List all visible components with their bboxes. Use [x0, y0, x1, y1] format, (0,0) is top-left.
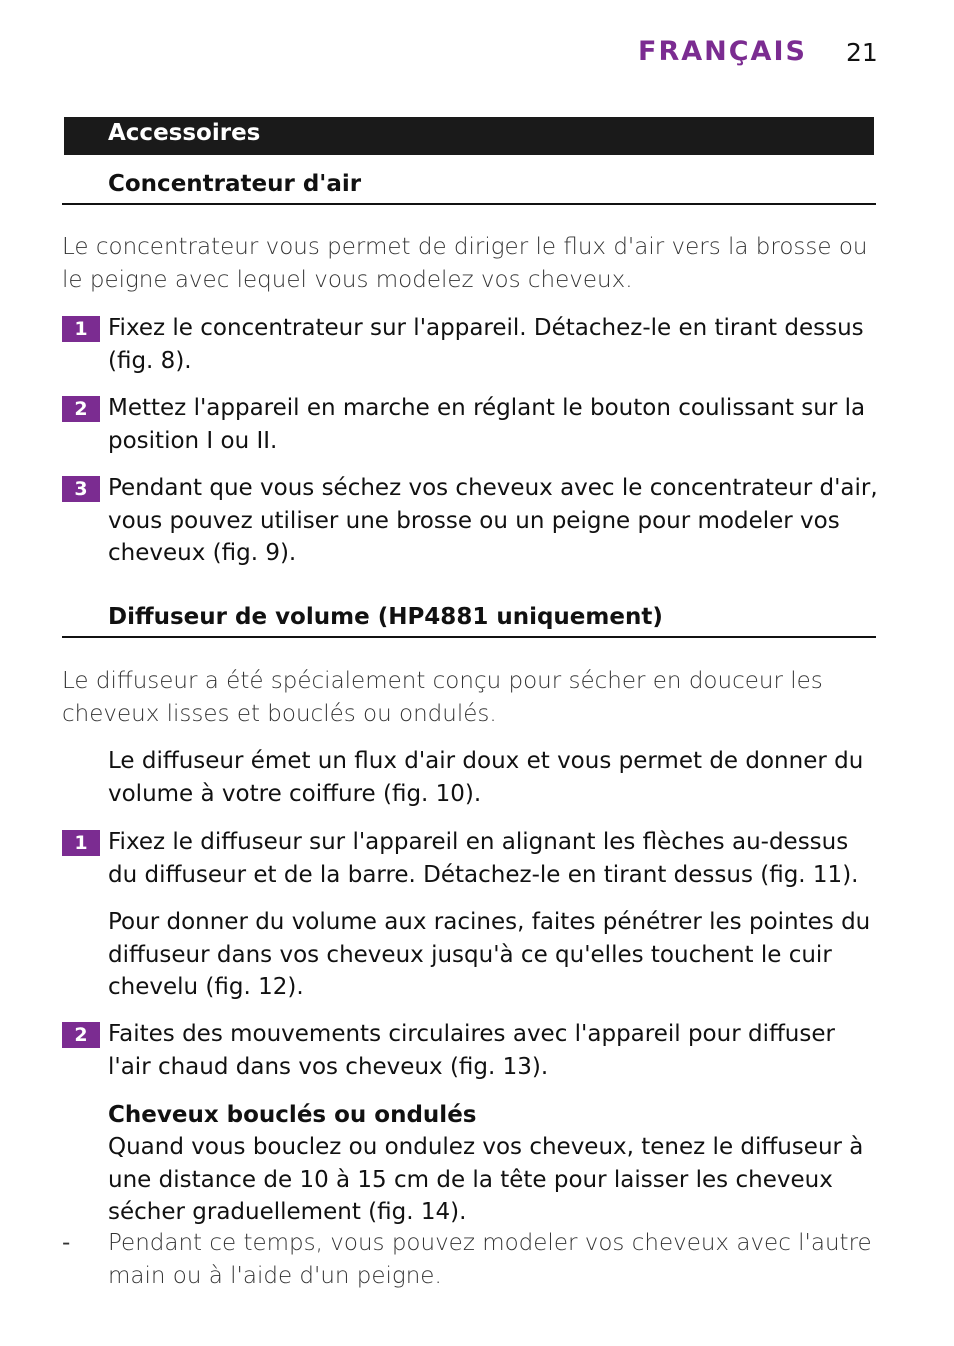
page-number: 21 [846, 38, 878, 67]
diffuser-note-volume: Le diffuseur émet un flux d'air doux et vous permet de donner du volume à votre coiffure (fig. 10). [108, 748, 864, 807]
bullet-dash: - [62, 1230, 71, 1256]
concentrator-intro: Le concentrateur vous permet de diriger le flux d'air vers la brosse ou le peigne avec lequel vous modelez vos cheveux. [62, 234, 868, 293]
section-title-bar [64, 117, 874, 155]
diffuser-note-roots: Pour donner du volume aux racines, faites pénétrer les pointes du diffuseur dans vos cheveux jusqu'à ce qu'elles touchent le cuir chevelu (fig. 12). [108, 909, 871, 1000]
step-number-badge: 1 [62, 316, 100, 342]
step-number-badge: 1 [62, 830, 100, 856]
concentrator-step-2: Mettez l'appareil en marche en réglant le bouton coulissant sur la position I ou II. [108, 395, 866, 454]
diffuser-step-1: Fixez le diffuseur sur l'appareil en alignant les flèches au-dessus du diffuseur et de la barre. Détachez-le en tirant dessus (fig. 11). [108, 829, 859, 888]
diffuser-intro: Le diffuseur a été spécialement conçu pour sécher en douceur les cheveux lisses et bouclés ou ondulés. [62, 668, 823, 727]
step-number-badge: 2 [62, 1022, 100, 1048]
step-number-badge: 2 [62, 396, 100, 422]
diffuser-step-2: Faites des mouvements circulaires avec l'appareil pour diffuser l'air chaud dans vos cheveux (fig. 13). [108, 1021, 835, 1080]
curly-hair-bullet: Pendant ce temps, vous pouvez modeler vos cheveux avec l'autre main ou à l'aide d'un peigne. [108, 1230, 872, 1289]
curly-hair-heading: Cheveux bouclés ou ondulés [108, 1102, 477, 1128]
curly-hair-text: Quand vous bouclez ou ondulez vos cheveux, tenez le diffuseur à une distance de 10 à 15 cm de la tête pour laisser les cheveux sécher graduellement (fig. 14). [108, 1134, 864, 1225]
section-title: Accessoires [108, 120, 261, 146]
step-number-badge: 3 [62, 476, 100, 502]
concentrator-step-3: Pendant que vous séchez vos cheveux avec le concentrateur d'air, vous pouvez utiliser une brosse ou un peigne pour modeler vos cheveux (fig. 9). [108, 475, 878, 566]
diffuser-heading: Diffuseur de volume (HP4881 uniquement) [62, 601, 876, 638]
concentrator-step-1: Fixez le concentrateur sur l'appareil. Détachez-le en tirant dessus (fig. 8). [108, 315, 864, 374]
header-language: FRANÇAIS [638, 36, 807, 67]
concentrator-heading: Concentrateur d'air [62, 168, 876, 205]
